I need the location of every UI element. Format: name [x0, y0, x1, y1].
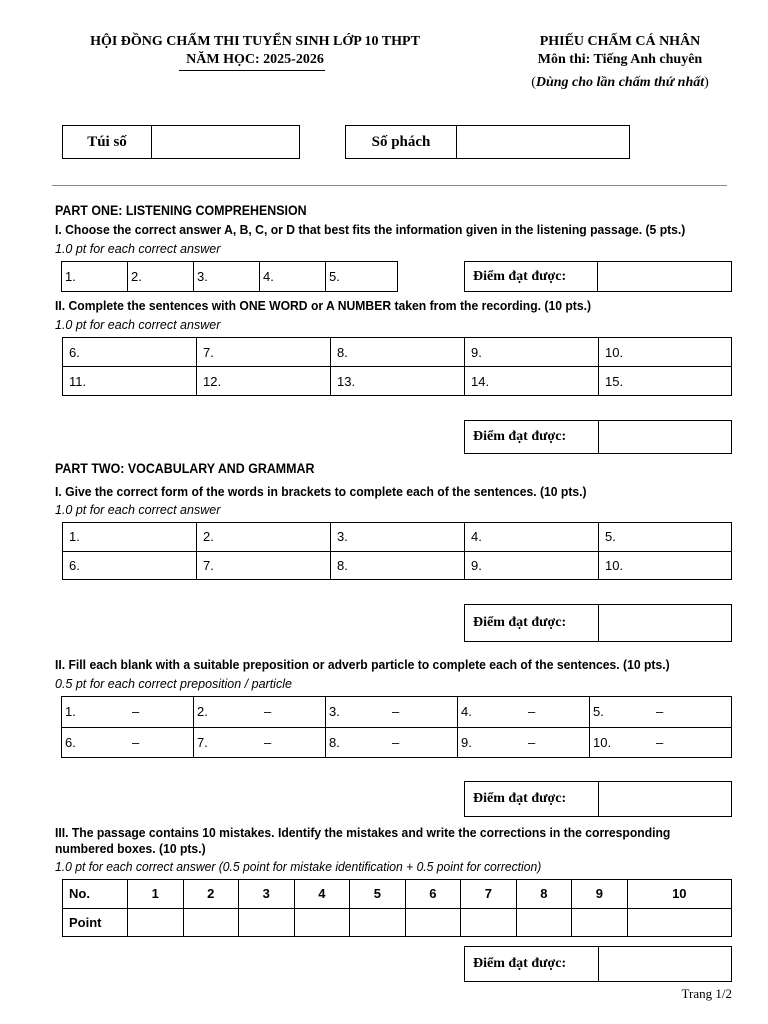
header-cell: No. [63, 880, 128, 909]
candidate-code-field[interactable] [457, 126, 629, 158]
p2-s1-score-box [464, 604, 732, 642]
answer-cell[interactable] [194, 697, 326, 728]
point-cell[interactable] [516, 908, 572, 937]
answer-cell[interactable]: 5. [599, 523, 732, 552]
table-row [62, 727, 732, 758]
p2-s3-instruction-line2: numbered boxes. (10 pts.) [55, 841, 206, 856]
header-cell: 10 [627, 880, 731, 909]
p2-s2-score-box [464, 781, 732, 817]
p2-s3-score-box [464, 946, 732, 982]
usage-text: Dùng cho lần chấm thứ nhất [535, 75, 705, 90]
p1-s1-instruction: I. Choose the correct answer A, B, C, or D that best fits the information given in the listening passage. (5 pts.) [55, 222, 686, 237]
header-cell: 5 [350, 880, 406, 909]
p2-s1-answer-table [62, 522, 732, 580]
score-label: Điểm đạt được: [465, 782, 599, 816]
cell-number: 1. [65, 704, 76, 720]
header-cell: 8 [516, 880, 572, 909]
answer-cell[interactable]: 8. [331, 551, 465, 580]
table-row [63, 880, 732, 909]
point-cell[interactable] [239, 908, 295, 937]
cell-number: 6. [65, 734, 76, 750]
answer-cell[interactable]: 7. [197, 338, 331, 367]
point-cell[interactable] [405, 908, 461, 937]
answer-cell[interactable]: 12. [197, 367, 331, 396]
answer-cell[interactable]: 15. [599, 367, 732, 396]
p2-s3-instruction-line1: III. The passage contains 10 mistakes. Identify the mistakes and write the corrections in the corresponding [55, 825, 671, 840]
answer-cell[interactable]: 9. [465, 551, 599, 580]
point-cell[interactable] [128, 908, 184, 937]
answer-cell[interactable]: 8. [331, 338, 465, 367]
part-one-title: PART ONE: LISTENING COMPREHENSION [55, 203, 307, 218]
usage-open-paren: ( [531, 75, 536, 90]
answer-cell[interactable]: 2. [197, 523, 331, 552]
cell-number: 8. [329, 734, 340, 750]
council-title: HỘI ĐỒNG CHẤM THI TUYỂN SINH LỚP 10 THPT [90, 34, 420, 49]
header-cell: 4 [294, 880, 350, 909]
answer-cell[interactable] [590, 727, 732, 758]
cell-number: 9. [461, 734, 472, 750]
table-row [63, 551, 732, 580]
score-field[interactable] [599, 605, 731, 641]
cell-number: 7. [197, 734, 208, 750]
answer-cell[interactable]: 9. [465, 338, 599, 367]
p1-s1-score-box [464, 261, 732, 292]
p2-s1-instruction: I. Give the correct form of the words in brackets to complete each of the sentences. (10 pts.) [55, 484, 587, 499]
answer-cell[interactable]: 6. [63, 551, 197, 580]
table-row [63, 367, 732, 396]
answer-cell[interactable] [194, 727, 326, 758]
table-row [63, 338, 732, 367]
point-cell[interactable] [572, 908, 628, 937]
answer-cell[interactable]: 13. [331, 367, 465, 396]
answer-cell[interactable]: 10. [599, 338, 732, 367]
score-label: Điểm đạt được: [465, 421, 599, 453]
cell-number: 5. [593, 704, 604, 720]
score-label: Điểm đạt được: [465, 947, 599, 981]
dash-separator: – [656, 734, 664, 750]
dash-separator: – [656, 704, 664, 720]
cell-number: 2. [197, 704, 208, 720]
table-row [62, 697, 732, 728]
point-cell[interactable] [183, 908, 239, 937]
usage-note [500, 75, 740, 91]
p2-s2-instruction: II. Fill each blank with a suitable preposition or adverb particle to complete each of the sentences. (10 pts.) [55, 657, 670, 672]
p1-s1-answer-table [61, 261, 398, 292]
p2-s2-answer-table [61, 696, 732, 758]
answer-cell[interactable] [62, 727, 194, 758]
dash-separator: – [392, 704, 400, 720]
p1-s2-note: 1.0 pt for each correct answer [55, 318, 221, 332]
dash-separator: – [528, 734, 536, 750]
bag-number-box [62, 125, 300, 159]
p2-s3-point-table [62, 879, 732, 937]
header-cell: 9 [572, 880, 628, 909]
score-field[interactable] [599, 421, 731, 453]
answer-cell[interactable] [326, 727, 458, 758]
point-cell[interactable] [461, 908, 517, 937]
form-title: PHIẾU CHẤM CÁ NHÂN [539, 34, 701, 49]
p2-s2-note: 0.5 pt for each correct preposition / particle [55, 677, 292, 691]
school-year-underline [179, 70, 325, 71]
candidate-code-box [345, 125, 630, 159]
dash-separator: – [392, 734, 400, 750]
usage-close-paren: ) [704, 75, 709, 90]
answer-cell[interactable]: 11. [63, 367, 197, 396]
p2-s1-note: 1.0 pt for each correct answer [55, 503, 221, 517]
header-cell: 7 [461, 880, 517, 909]
answer-cell[interactable]: 2. [128, 262, 194, 292]
answer-cell[interactable] [458, 697, 590, 728]
cell-number: 3. [329, 704, 340, 720]
p1-s2-answer-table [62, 337, 732, 396]
answer-cell[interactable]: 4. [260, 262, 326, 292]
p1-s1-note: 1.0 pt for each correct answer [55, 242, 221, 256]
header-cell: 3 [239, 880, 295, 909]
table-row [63, 523, 732, 552]
answer-cell[interactable]: 1. [62, 262, 128, 292]
divider-line [52, 185, 727, 186]
table-row [63, 908, 732, 937]
dash-separator: – [264, 704, 272, 720]
answer-cell[interactable]: 6. [63, 338, 197, 367]
exam-subject: Môn thi: Tiếng Anh chuyên [537, 52, 703, 67]
answer-cell[interactable]: 7. [197, 551, 331, 580]
row-label-cell: Point [63, 908, 128, 937]
p1-s2-instruction: II. Complete the sentences with ONE WORD or A NUMBER taken from the recording. (10 pts.) [55, 298, 592, 313]
page-number: Trang 1/2 [681, 986, 732, 1001]
header-cell: 2 [183, 880, 239, 909]
score-label: Điểm đạt được: [465, 605, 599, 641]
score-field[interactable] [599, 782, 731, 816]
p1-s2-score-box [464, 420, 732, 454]
answer-cell[interactable]: 5. [326, 262, 398, 292]
cell-number: 10. [593, 734, 612, 750]
candidate-code-label: Số phách [346, 126, 457, 158]
header-cell: 1 [128, 880, 184, 909]
score-label: Điểm đạt được: [465, 262, 598, 291]
answer-cell[interactable]: 1. [63, 523, 197, 552]
answer-cell[interactable] [458, 727, 590, 758]
bag-number-label: Túi số [63, 126, 152, 158]
p2-s3-note: 1.0 pt for each correct answer (0.5 point for mistake identification + 0.5 point for correction) [55, 860, 542, 874]
cell-number: 4. [461, 704, 472, 720]
point-cell[interactable] [294, 908, 350, 937]
answer-cell[interactable] [590, 697, 732, 728]
header-cell: 6 [405, 880, 461, 909]
answer-cell[interactable]: 3. [194, 262, 260, 292]
answer-cell[interactable] [62, 697, 194, 728]
answer-cell[interactable]: 14. [465, 367, 599, 396]
school-year: NĂM HỌC: 2025-2026 [186, 52, 324, 67]
dash-separator: – [132, 704, 140, 720]
part-two-title: PART TWO: VOCABULARY AND GRAMMAR [55, 461, 315, 476]
dash-separator: – [132, 734, 140, 750]
point-cell[interactable] [350, 908, 406, 937]
answer-cell[interactable] [326, 697, 458, 728]
answer-cell[interactable]: 4. [465, 523, 599, 552]
point-cell[interactable] [627, 908, 731, 937]
dash-separator: – [264, 734, 272, 750]
table-row [62, 262, 398, 292]
answer-cell[interactable]: 3. [331, 523, 465, 552]
score-field[interactable] [598, 262, 731, 291]
dash-separator: – [528, 704, 536, 720]
answer-cell[interactable]: 10. [599, 551, 732, 580]
score-field[interactable] [599, 947, 731, 981]
bag-number-field[interactable] [152, 126, 299, 158]
